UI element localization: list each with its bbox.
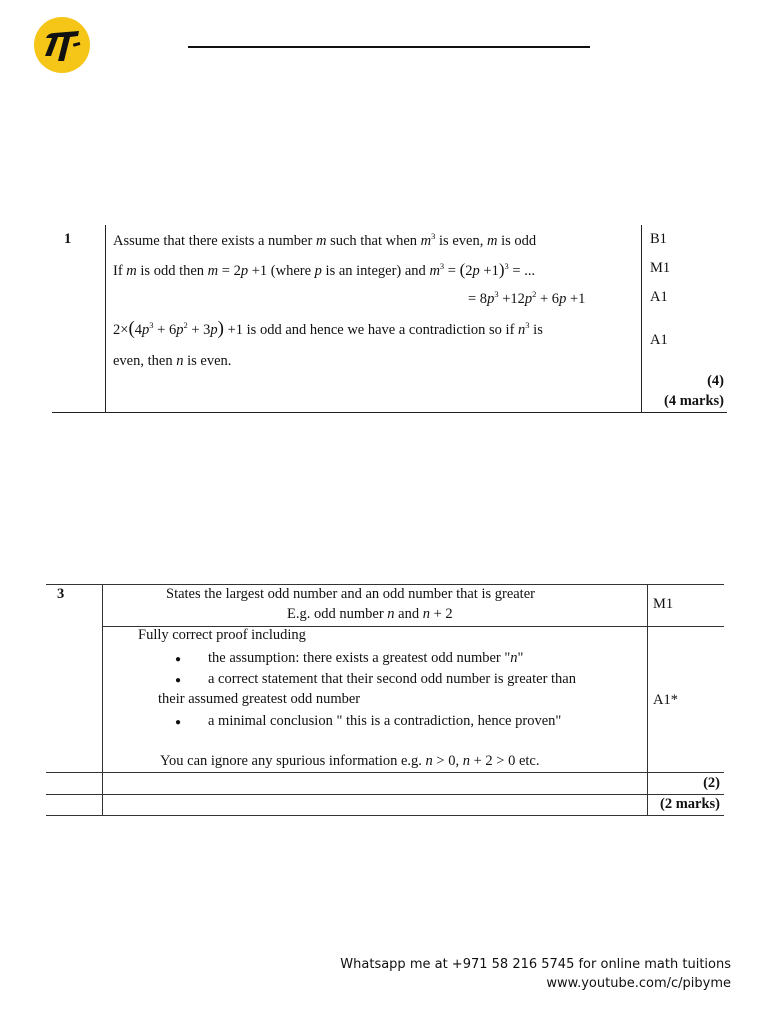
q3-mark-a1-star: A1* xyxy=(653,692,678,708)
q3-bullet-statement: a correct statement that their second odd number is greater than xyxy=(208,671,576,687)
q1-mark-m1: M1 xyxy=(650,260,671,276)
q1-mark-a1-final: A1 xyxy=(650,332,668,348)
q3-column-divider xyxy=(102,584,103,816)
header-rule xyxy=(188,46,590,48)
q1-marks-divider xyxy=(641,225,642,413)
q1-subtotal: (4) xyxy=(707,373,724,389)
q3-row-rule xyxy=(46,772,724,773)
q1-line-1: Assume that there exists a number m such that when $m^3$ is even, m is odd xyxy=(113,231,537,249)
q1-number: 1 xyxy=(64,231,72,247)
footer-whatsapp: Whatsapp me at +971 58 216 5745 for online math tuitions xyxy=(340,957,731,972)
q1-line-4: $2\times(4p^3 + 6p^2 + 3p) +1$ is odd and hence we have a contradiction so if $n^3$ is xyxy=(113,318,543,339)
q3-row1-line1: States the largest odd number and an odd number that is greater xyxy=(166,586,535,602)
pi-logo xyxy=(33,16,91,74)
q3-proof-intro: Fully correct proof including xyxy=(138,627,306,643)
q3-marks-divider xyxy=(647,584,648,816)
q3-note: You can ignore any spurious information e.g. n > 0, n + 2 > 0 etc. xyxy=(160,753,540,769)
q1-total: (4 marks) xyxy=(663,393,724,409)
q3-bottom-rule xyxy=(46,815,724,816)
bullet-icon: ● xyxy=(175,654,182,665)
q3-row-rule xyxy=(46,794,724,795)
q1-expansion: = $8p^3 +12p^2 + 6p +1$ xyxy=(468,289,586,307)
q1-bottom-rule xyxy=(52,412,727,413)
bullet-icon: ● xyxy=(175,717,182,728)
q3-total: (2 marks) xyxy=(659,796,720,812)
q3-top-rule xyxy=(46,584,724,585)
q1-line-2: If m is odd then m = 2p +1 (where p is an integer) and $m^3 = (2p +1)^3$ = ... xyxy=(113,260,536,279)
footer-youtube-link[interactable]: www.youtube.com/c/pibyme xyxy=(546,976,731,991)
q1-mark-a1: A1 xyxy=(650,289,668,305)
q1-line-5: even, then n is even. xyxy=(113,353,232,369)
pi-logo-icon xyxy=(33,16,91,74)
q3-bullet-assumption: the assumption: there exists a greatest odd number "n" xyxy=(208,650,524,666)
q3-bullet-conclusion: a minimal conclusion " this is a contradiction, hence proven" xyxy=(208,713,562,729)
q1-markscheme-table xyxy=(52,225,727,413)
q3-bullet-statement-cont: their assumed greatest odd number xyxy=(158,691,361,707)
q3-mark-m1: M1 xyxy=(653,596,674,612)
q1-column-divider xyxy=(105,225,106,413)
q3-row1-line2: E.g. odd number n and n + 2 xyxy=(287,606,453,622)
footer-contact xyxy=(340,955,731,993)
q1-mark-b1: B1 xyxy=(650,231,667,247)
bullet-icon: ● xyxy=(175,675,182,686)
q3-number: 3 xyxy=(57,586,65,602)
q3-subtotal: (2) xyxy=(703,775,720,791)
q3-markscheme-table xyxy=(46,584,724,816)
